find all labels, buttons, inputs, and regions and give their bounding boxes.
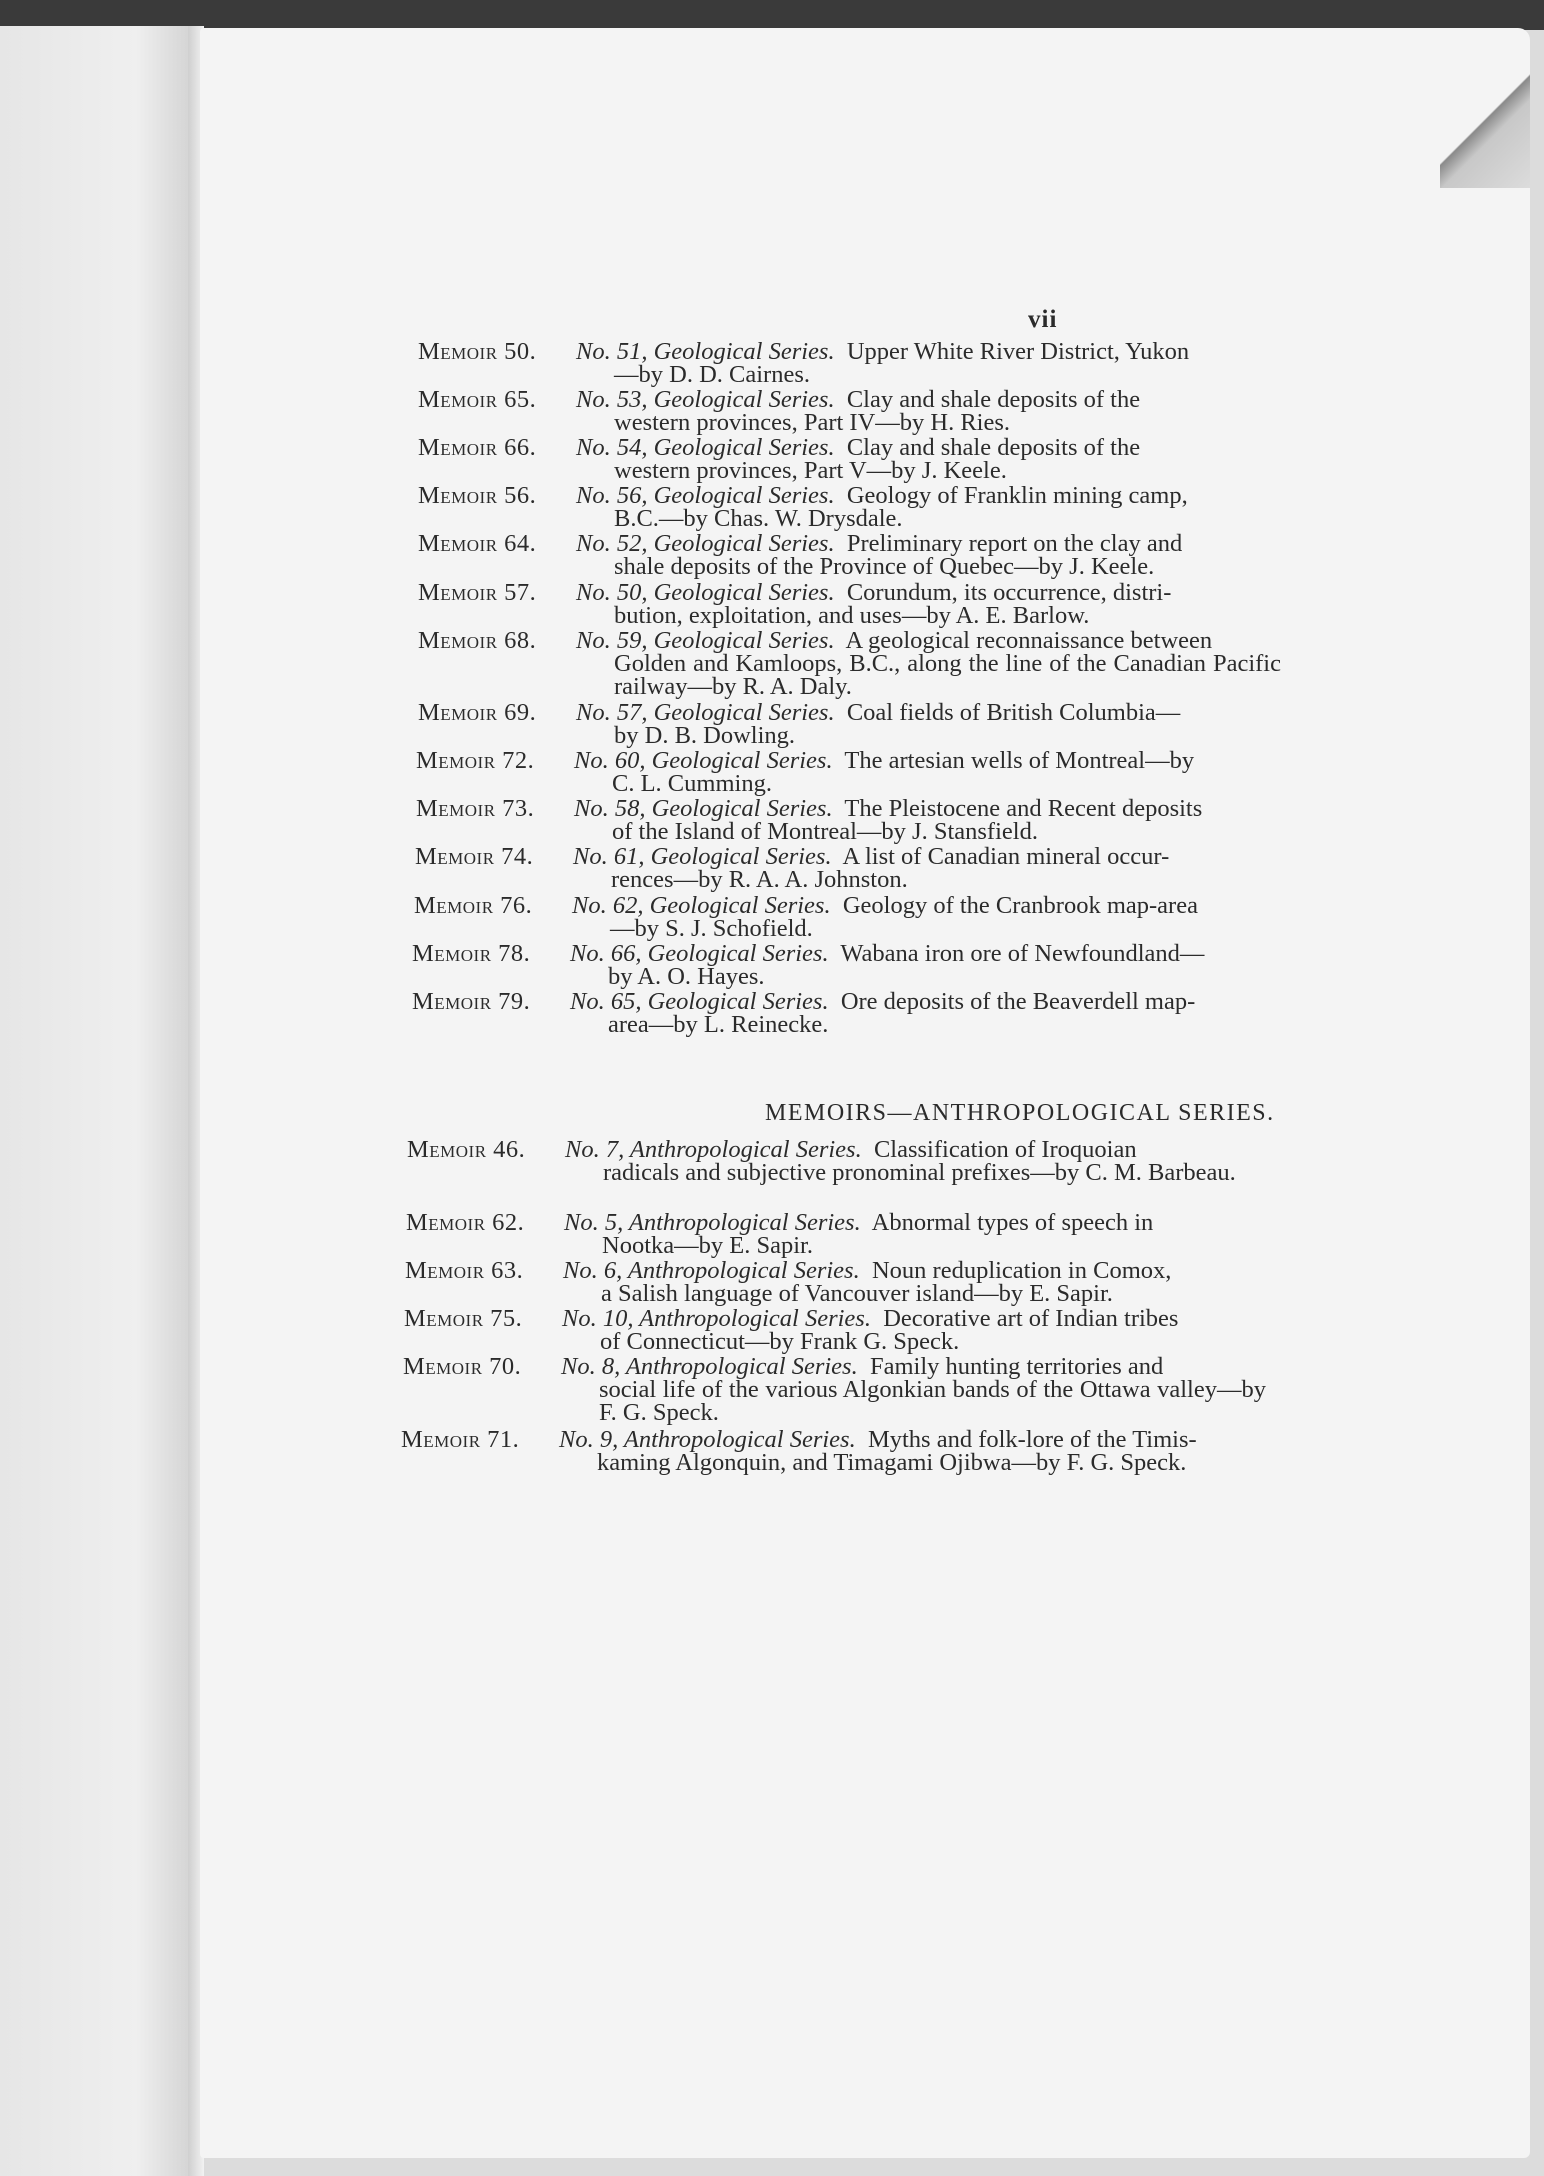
memoir-number: Memoir 64. (418, 530, 537, 557)
memoir-title: A geological reconnaissance between (845, 627, 1213, 654)
memoir-description (570, 942, 1275, 988)
series-reference: No. 50, Geological Series. (576, 579, 835, 606)
memoir-number: Memoir 70. (403, 1353, 522, 1380)
memoir-title-continued: western provinces, Part IV—by H. Ries. (614, 409, 1011, 436)
series-reference: No. 60, Geological Series. (574, 747, 833, 774)
memoir-number: Memoir 75. (404, 1305, 523, 1332)
memoir-title-continued: —by S. J. Schofield. (610, 915, 813, 942)
memoir-description (574, 749, 1279, 795)
series-reference: No. 58, Geological Series. (574, 795, 833, 822)
memoir-number: Memoir 56. (418, 482, 537, 509)
memoir-title-continued: —by D. D. Cairnes. (614, 361, 810, 388)
memoir-title-continued: bution, exploitation, and uses—by A. E. Barlow. (614, 602, 1090, 629)
memoir-title: Coal fields of British Columbia— (846, 699, 1181, 726)
memoir-title: Clay and shale deposits of the (846, 386, 1141, 413)
series-reference: No. 10, Anthropological Series. (562, 1305, 871, 1332)
memoir-title: Classification of Iroquoian (873, 1136, 1137, 1163)
memoir-number: Memoir 79. (412, 988, 531, 1015)
memoir-title: Upper White River District, Yukon (846, 338, 1190, 365)
memoir-title: Noun reduplication in Comox, (871, 1257, 1172, 1284)
memoir-title-continued: B.C.—by Chas. W. Drysdale. (614, 505, 903, 532)
series-reference: No. 7, Anthropological Series. (565, 1136, 862, 1163)
memoir-title: Geology of Franklin mining camp, (846, 482, 1188, 509)
series-reference: No. 52, Geological Series. (576, 530, 835, 557)
memoir-description (562, 1307, 1267, 1353)
memoir-title-continued: of Connecticut—by Frank G. Speck. (600, 1328, 960, 1355)
memoir-title-continued: C. L. Cumming. (612, 770, 772, 797)
memoir-title: Wabana iron ore of Newfoundland— (840, 940, 1205, 967)
memoir-title: Myths and folk-lore of the Timis- (867, 1426, 1197, 1453)
memoir-title: Abnormal types of speech in (871, 1209, 1154, 1236)
memoir-number: Memoir 71. (401, 1426, 520, 1453)
series-reference: No. 5, Anthropological Series. (564, 1209, 861, 1236)
memoir-description (565, 1138, 1270, 1184)
memoir-title: The Pleistocene and Recent deposits (844, 795, 1203, 822)
memoir-title: Clay and shale deposits of the (846, 434, 1141, 461)
memoir-title: Geology of the Cranbrook map-area (842, 892, 1198, 919)
memoir-title-continued: a Salish language of Vancouver island—by E. Sapir. (601, 1280, 1113, 1307)
series-reference: No. 61, Geological Series. (573, 843, 832, 870)
memoir-number: Memoir 63. (405, 1257, 524, 1284)
series-reference: No. 62, Geological Series. (572, 892, 831, 919)
series-reference: No. 59, Geological Series. (576, 627, 835, 654)
series-reference: No. 6, Anthropological Series. (563, 1257, 860, 1284)
series-reference: No. 9, Anthropological Series. (559, 1426, 856, 1453)
memoir-number: Memoir 74. (415, 843, 534, 870)
series-reference: No. 66, Geological Series. (570, 940, 829, 967)
memoir-title: The artesian wells of Montreal—by (844, 747, 1195, 774)
document-page (200, 28, 1530, 2158)
memoir-number: Memoir 78. (412, 940, 531, 967)
memoir-number: Memoir 69. (418, 699, 537, 726)
memoir-description (576, 340, 1281, 386)
memoir-title-continued: kaming Algonquin, and Timagami Ojibwa—by F. G. Speck. (597, 1449, 1187, 1476)
memoir-number: Memoir 50. (418, 338, 537, 365)
memoir-title: Ore deposits of the Beaverdell map- (840, 988, 1196, 1015)
memoir-description (564, 1211, 1269, 1257)
memoir-title-continued: Nootka—by E. Sapir. (602, 1232, 813, 1259)
section-heading: MEMOIRS—ANTHROPOLOGICAL SERIES. (765, 1100, 1275, 1126)
memoir-title-continued: Golden and Kamloops, B.C., along the line of the Canadian Pacific railway—by R. A. Daly. (614, 650, 1281, 700)
memoir-number: Memoir 76. (414, 892, 533, 919)
memoir-description (570, 990, 1275, 1036)
series-reference: No. 51, Geological Series. (576, 338, 835, 365)
scan-top-edge (0, 0, 1544, 30)
memoir-description (576, 532, 1281, 578)
series-reference: No. 56, Geological Series. (576, 482, 835, 509)
memoir-description (576, 388, 1281, 434)
memoir-title: A list of Canadian mineral occur- (842, 843, 1170, 870)
memoir-title: Decorative art of Indian tribes (883, 1305, 1179, 1332)
memoir-number: Memoir 46. (407, 1136, 526, 1163)
memoir-description (563, 1259, 1268, 1305)
memoir-description (576, 484, 1281, 530)
memoir-number: Memoir 57. (418, 579, 537, 606)
memoir-description (574, 797, 1279, 843)
series-reference: No. 54, Geological Series. (576, 434, 835, 461)
page-number: vii (1028, 306, 1058, 333)
memoir-title-continued: by D. B. Dowling. (614, 722, 796, 749)
memoir-title-continued: western provinces, Part V—by J. Keele. (614, 457, 1007, 484)
memoir-description (572, 894, 1277, 940)
series-reference: No. 53, Geological Series. (576, 386, 835, 413)
series-reference: No. 8, Anthropological Series. (561, 1353, 858, 1380)
memoir-description (576, 581, 1281, 627)
memoir-title-continued: area—by L. Reinecke. (608, 1011, 829, 1038)
memoir-number: Memoir 62. (406, 1209, 525, 1236)
memoir-title-continued: social life of the various Algonkian bands of the Ottawa valley—by F. G. Speck. (599, 1376, 1266, 1426)
memoir-number: Memoir 73. (416, 795, 535, 822)
memoir-title: Corundum, its occurrence, distri- (846, 579, 1172, 606)
memoir-number: Memoir 65. (418, 386, 537, 413)
series-reference: No. 57, Geological Series. (576, 699, 835, 726)
memoir-description (576, 436, 1281, 482)
page-corner-fold (1440, 58, 1530, 188)
memoir-title: Preliminary report on the clay and (846, 530, 1183, 557)
memoir-title-continued: by A. O. Hayes. (608, 963, 765, 990)
memoir-description (576, 629, 1281, 698)
memoir-title: Family hunting territories and (869, 1353, 1164, 1380)
memoir-description (573, 845, 1278, 891)
memoir-title-continued: radicals and subjective pronominal prefixes—by C. M. Barbeau. (603, 1159, 1236, 1186)
memoir-number: Memoir 72. (416, 747, 535, 774)
memoir-title-continued: rences—by R. A. A. Johnston. (611, 866, 908, 893)
memoir-title-continued: of the Island of Montreal—by J. Stansfield. (612, 818, 1038, 845)
series-reference: No. 65, Geological Series. (570, 988, 829, 1015)
memoir-title-continued: shale deposits of the Province of Quebec—by J. Keele. (614, 553, 1155, 580)
facing-page-edge (0, 26, 195, 2176)
memoir-description (576, 701, 1281, 747)
memoir-description (561, 1355, 1266, 1424)
memoir-number: Memoir 68. (418, 627, 537, 654)
memoir-number: Memoir 66. (418, 434, 537, 461)
memoir-description (559, 1428, 1264, 1474)
